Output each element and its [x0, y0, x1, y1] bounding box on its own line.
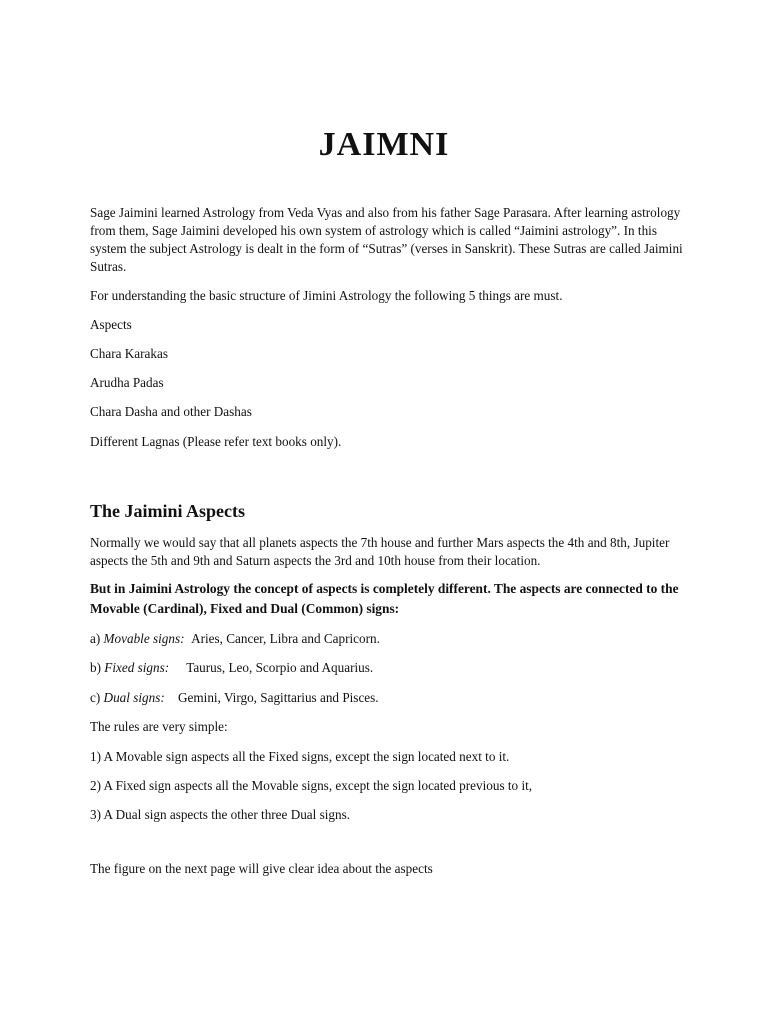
sign-group-fixed [90, 659, 710, 677]
rule-item-2: 2) A Fixed sign aspects all the Movable signs, except the sign located previous to it, [90, 778, 533, 793]
sign-group-prefix: c) [90, 690, 101, 705]
sign-group-signs: Gemini, Virgo, Sagittarius and Pisces. [178, 690, 379, 705]
basic-structure-text: For understanding the basic structure of Jimini Astrology the following 5 things are must. [90, 288, 563, 303]
list-item-chara-dasha: Chara Dasha and other Dashas [90, 404, 252, 419]
intro-paragraph: Sage Jaimini learned Astrology from Veda Vyas and also from his father Sage Parasara. After learning astrology from them, Sage Jaimini developed his own system of astrology which is called “Jaimini astrology”. In this system the subject Astrology is dealt in the form of “Sutras” (verses in Sanskrit). These Sutras are called Jaimini Sutras. [90, 205, 683, 274]
sign-group-label: Movable signs: [103, 631, 185, 646]
sign-group-prefix: a) [90, 631, 101, 646]
rules-intro: The rules are very simple: [90, 719, 228, 734]
normal-aspects-paragraph: Normally we would say that all planets aspects the 7th house and further Mars aspects the 4th and 8th, Jupiter aspects the 5th and 9th and Saturn aspects the 3rd and 10th house from their location. [90, 535, 670, 568]
figure-note: The figure on the next page will give clear idea about the aspects [90, 861, 433, 876]
sign-group-signs: Taurus, Leo, Scorpio and Aquarius. [186, 660, 374, 675]
rule-item-1: 1) A Movable sign aspects all the Fixed signs, except the sign located next to it. [90, 749, 510, 764]
section-heading-jaimini-aspects: The Jaimini Aspects [90, 501, 246, 521]
list-item-different-lagnas: Different Lagnas (Please refer text books only). [90, 434, 342, 449]
sign-group-movable [90, 630, 710, 648]
page-title: JAIMNI [318, 126, 450, 163]
jaimini-concept-paragraph: But in Jaimini Astrology the concept of aspects is completely different. The aspects are connected to the Movable (Cardinal), Fixed and Dual (Common) signs: [90, 581, 679, 616]
sign-group-dual [90, 689, 710, 707]
rule-item-3: 3) A Dual sign aspects the other three Dual signs. [90, 807, 351, 822]
sign-group-signs: Aries, Cancer, Libra and Capricorn. [191, 631, 380, 646]
list-item-chara-karakas: Chara Karakas [90, 346, 168, 361]
sign-group-label: Fixed signs: [104, 660, 170, 675]
list-item-aspects: Aspects [90, 317, 132, 332]
sign-group-prefix: b) [90, 660, 101, 675]
list-item-arudha-padas: Arudha Padas [90, 375, 164, 390]
sign-group-label: Dual signs: [103, 690, 165, 705]
